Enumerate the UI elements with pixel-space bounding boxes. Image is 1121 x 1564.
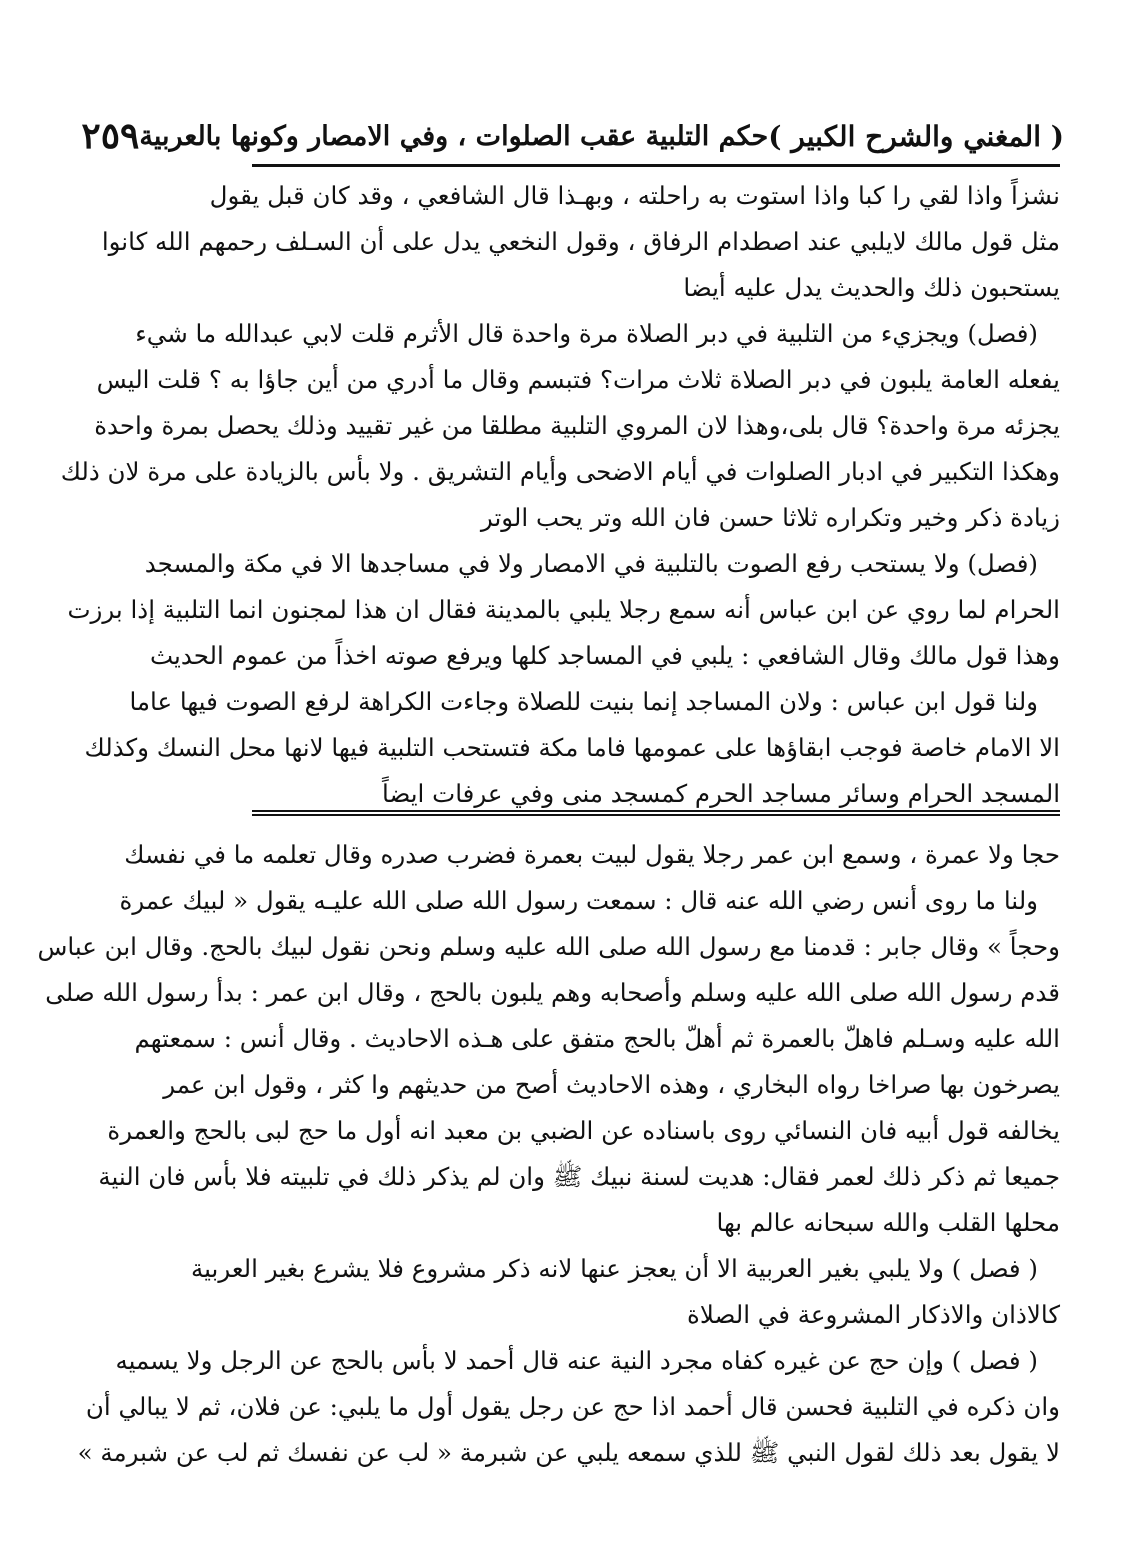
text-line: (فصل) ويجزيء من التلبية في دبر الصلاة مرة واحدة قال الأثرم قلت لابي عبدالله ما شيء [135,319,1038,348]
text-line: وحجاً » وقال جابر : قدمنا مع رسول الله صلى الله عليه وسلم ونحن نقول لبيك بالحج. وقال ابن عباس [37,932,1060,961]
text-line: الحرام لما روي عن ابن عباس أنه سمع رجلا يلبي بالمدينة فقال ان هذا لمجنون انما التلبية إذا برزت [67,595,1060,624]
text-line: الا الامام خاصة فوجب ابقاؤها على عمومها فاما مكة فتستحب التلبية فيها لانها محل النسك وكذلك [84,733,1060,762]
text-line: وهكذا التكبير في ادبار الصلوات في أيام الاضحى وأيام التشريق . ولا بأس بالزيادة على مرة لان ذلك [60,457,1060,486]
main-text-block [60,173,1060,817]
text-line: نشزاً واذا لقي را كبا واذا استوت به راحلته ، وبهـذا قال الشافعي ، وقد كان قبل يقول [209,181,1060,210]
page-number: ٢٥٩ [81,115,140,157]
text-line: وهذا قول مالك وقال الشافعي : يلبي في المساجد كلها ويرفع صوته اخذاً من عموم الحديث [149,641,1060,670]
text-line: كالاذان والاذكار المشروعة في الصلاة [687,1300,1060,1329]
text-line: الله عليه وسـلم فاهلّ بالعمرة ثم أهلّ بالحج متفق على هـذه الاحاديث . وقال أنس : سمعتهم [134,1024,1060,1053]
section-divider [252,810,1060,816]
section-title: حكم التلبية عقب الصلوات ، وفي الامصار وكونها بالعربية [139,120,769,152]
divider-rule-lower [252,814,1060,816]
text-line: ولنا ما روى أنس رضي الله عنه قال : سمعت رسول الله صلى الله عليـه يقول « لبيك عمرة [119,886,1038,915]
text-line: جميعا ثم ذكر ذلك لعمر فقال: هديت لسنة نبيك ﷺ وان لم يذكر ذلك في تلبيته فلا بأس فان النية [98,1162,1060,1191]
text-line: زيادة ذكر وخير وتكراره ثلاثا حسن فان الله وتر يحب الوتر [480,503,1060,532]
text-line: قدم رسول الله صلى الله عليه وسلم وأصحابه وهم يلبون بالحج ، وقال ابن عمر : بدأ رسول الله صلى [45,978,1060,1007]
text-line: يجزئه مرة واحدة؟ قال بلى،وهذا لان المروي التلبية مطلقا من غير تقييد وذلك يحصل بمرة واحدة [94,411,1060,440]
text-line: (فصل) ولا يستحب رفع الصوت بالتلبية في الامصار ولا في مساجدها الا في مكة والمسجد [144,549,1038,578]
text-line: محلها القلب والله سبحانه عالم بها [716,1208,1060,1237]
text-line: حجا ولا عمرة ، وسمع ابن عمر رجلا يقول لبيت بعمرة فضرب صدره وقال تعلمه ما في نفسك [124,840,1060,869]
text-line: لا يقول بعد ذلك لقول النبي ﷺ للذي سمعه يلبي عن شبرمة « لب عن نفسك ثم لب عن شبرمة » [77,1438,1060,1467]
text-line: ولنا قول ابن عباس : ولان المساجد إنما بنيت للصلاة وجاءت الكراهة لرفع الصوت فيها عاما [129,687,1038,716]
text-line: يصرخون بها صراخا رواه البخاري ، وهذه الاحاديث أصح من حديثهم وا كثر ، وقول ابن عمر [163,1070,1060,1099]
text-line: يفعله العامة يلبون في دبر الصلاة ثلاث مرات؟ فتبسم وقال ما أدري من أين جاؤا به ؟ قلت اليس [96,365,1060,394]
book-title: ( المغني والشرح الكبير ) [768,119,1064,153]
header-rule [252,164,1060,167]
commentary-text-block [37,832,1060,1476]
running-header [81,112,1064,160]
text-line: مثل قول مالك لايلبي عند اصطدام الرفاق ، وقول النخعي يدل على أن السـلف رحمهم الله كانوا [101,227,1060,256]
text-line: وان ذكره في التلبية فحسن قال أحمد اذا حج عن رجل يقول أول ما يلبي: عن فلان، ثم لا يبالي أن [85,1392,1060,1421]
divider-rule-upper [252,810,1060,812]
text-line: يخالفه قول أبيه فان النسائي روى باسناده عن الضبي بن معبد انه أول ما حج لبى بالحج والعمرة [107,1116,1060,1145]
text-line: ( فصل ) ولا يلبي بغير العربية الا أن يعجز عنها لانه ذكر مشروع فلا يشرع بغير العربية [190,1254,1038,1283]
text-line: يستحبون ذلك والحديث يدل عليه أيضا [683,273,1060,302]
text-line: ( فصل ) وإن حج عن غيره كفاه مجرد النية عنه قال أحمد لا بأس بالحج عن الرجل ولا يسميه [115,1346,1038,1375]
text-line: المسجد الحرام وسائر مساجد الحرم كمسجد منى وفي عرفات ايضاً [382,779,1060,808]
